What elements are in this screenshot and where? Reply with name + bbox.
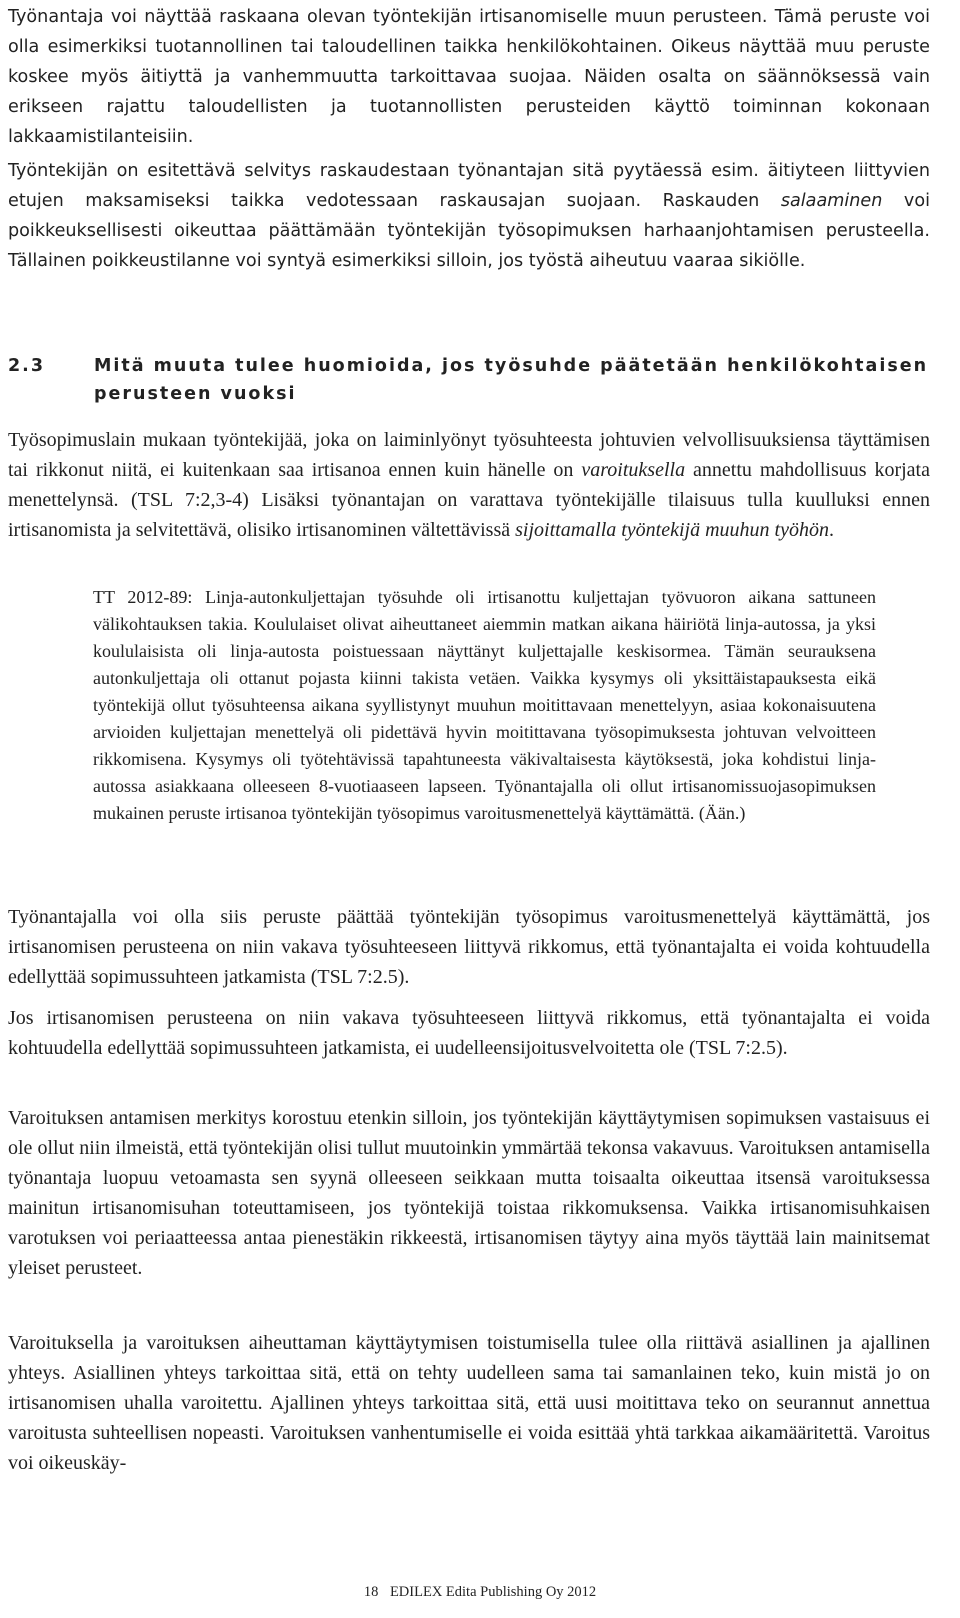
- paragraph: [8, 425, 930, 545]
- paragraph-text: voi poikkeuksellisesti oikeuttaa päättämään työntekijän työsopimuksen harhaanjohtamisen perusteella. Tällainen poikkeustilanne voi syntyä esimerkiksi silloin, jos työstä aiheutuu vaaraa sikiölle.: [8, 191, 930, 271]
- page-footer: [0, 1584, 960, 1601]
- publisher-text: EDILEX Edita Publishing Oy 2012: [389, 1584, 597, 1600]
- paragraph-text: Työsopimuslain mukaan työntekijää, joka on laiminlyönyt työsuhteesta johtuvien velvollisuuksiensa täyttämisen tai rikkonut niitä, ei kuitenkaan saa irtisanoa ennen kuin hänelle on: [8, 429, 930, 481]
- section-title: Mitä muuta tulee huomioida, jos työsuhde päätetään henkilökohtaisen perusteen vuoksi: [94, 356, 929, 404]
- paragraph: Varoituksen antamisen merkitys korostuu etenkin silloin, jos työntekijän käyttäytymisen sopimuksen vastaisuus ei ole ollut niin ilmeistä, että työntekijän olisi tullut muutoinkin ymmärtää tekonsa vakavuus. Varoituksen antamisella työnantaja luopuu vetoamasta sen syynä olleeseen seikkaan mutta toisaalta oikeuttaa itsensä varoituksessa mainitun irtisanomisuhan toteuttamiseen, jos työntekijä toistaa rikkomuksensa. Vaikka irtisanomisuhkaisen varotuksen voi periaatteessa antaa pienestäkin rikkeestä, irtisanomisen täytyy aina myös täyttää lain mainitsemat yleiset perusteet.: [8, 1107, 930, 1279]
- page-number: 18: [363, 1584, 379, 1600]
- emphasis-text: varoituksella: [581, 459, 686, 481]
- paragraph-text: .: [828, 519, 834, 541]
- case-quote: TT 2012-89: Linja-autonkuljettajan työsuhde oli irtisanottu kuljettajan työvuoron aikana sattuneen välikohtauksen takia. Koululaiset olivat aiheuttaneet aiemmin matkan aikana häiriötä linja-autossa, ja yksi koululaisista oli linja-autosta poistuessaan näyttänyt kuljettajalle keskisormea. Tämän seurauksena autonkuljettaja oli ottanut pojasta kiinni takista vetäen. Vaikka kysymys oli yksittäistapauksesta eikä työntekijä ollut työsuhteensa aikana syyllistynyt muuhun moitittavaan menettelyyn, asiaa kokonaisuutena arvioiden kuljettajan menettelyä oli pidettävä hyvin moitittavana työsopimuksesta johtuvan velvoitteen rikkomisena. Kysymys oli työtehtävissä tapahtuneesta väkivaltaisesta käytöksestä, joka kohdistui linja-autossa asiakkaana olleeseen 8-vuotiaaseen lapseen. Työnantajalla oli ollut irtisanomissuojasopimuksen mukainen peruste irtisanoa työntekijän työsopimus varoitusmenettelyä käyttämättä. (Ään.): [93, 587, 876, 823]
- paragraph: Varoituksella ja varoituksen aiheuttaman käyttäytymisen toistumisella tulee olla riittävä asiallinen ja ajallinen yhteys. Asiallinen yhteys tarkoittaa sitä, että on tehty uudelleen sama tai samanlainen teko, kuin mistä jo on irtisanomisen uhalla varoitettu. Ajallinen yhteys tarkoittaa sitä, että uusi moitittava teko on seurannut annettua varoitusta suhteellisen nopeasti. Varoituksen vanhentumiselle ei voida esittää yhtä tarkkaa aikamääritettä. Varoitus voi oikeuskäy-: [8, 1332, 930, 1474]
- paragraph-text: Työnantaja voi näyttää raskaana olevan työntekijän irtisanomiselle muun perusteen. Tämä peruste voi olla esimerkiksi tuotannollinen tai taloudellinen taikka henkilökohtainen. Oikeus näyttää muu peruste koskee myös äitiyttä ja vanhemmuutta tarkoittavaa suojaa. Näiden osalta on säännöksessä vain erikseen rajattu taloudellisten ja tuotannollisten perusteiden käyttö toiminnan kokonaan lakkaamistilanteisiin.: [8, 7, 930, 147]
- paragraph-text: Työntekijän on esitettävä selvitys raskaudestaan työnantajan sitä pyytäessä esim. äitiyteen liittyvien etujen maksamiseksi taikka vedotessaan raskausajan suojaan. Raskauden: [8, 161, 930, 211]
- emphasis-text: sijoittamalla työntekijä muuhun työhön: [515, 519, 829, 541]
- paragraph: Työnantajalla voi olla siis peruste päättää työntekijän työsopimus varoitusmenettelyä käyttämättä, jos irtisanomisen perusteena on niin vakava työsuhteeseen liittyvä rikkomus, että työnantajalta ei voida kohtuudella edellyttää sopimussuhteen jatkamista (TSL 7:2.5).: [8, 906, 930, 988]
- paragraph: Jos irtisanomisen perusteena on niin vakava työsuhteeseen liittyvä rikkomus, että työnantajalta ei voida kohtuudella edellyttää sopimussuhteen jatkamista, ei uudelleensijoitusvelvoitetta ole (TSL 7:2.5).: [8, 1007, 930, 1059]
- section-heading: [8, 352, 930, 408]
- paragraph: [8, 2, 930, 152]
- paragraph: [8, 156, 930, 276]
- emphasis-text: salaaminen: [780, 191, 883, 211]
- section-number: 2.3: [8, 356, 46, 376]
- paragraph-text: annettu mahdollisuus korjata menettelynsä. (TSL 7:2,3-4) Lisäksi työnantajan on varattava työntekijälle tilaisuus tulla kuulluksi ennen irtisanomista ja selvitettävä, olisiko irtisanominen vältettävissä: [8, 459, 930, 541]
